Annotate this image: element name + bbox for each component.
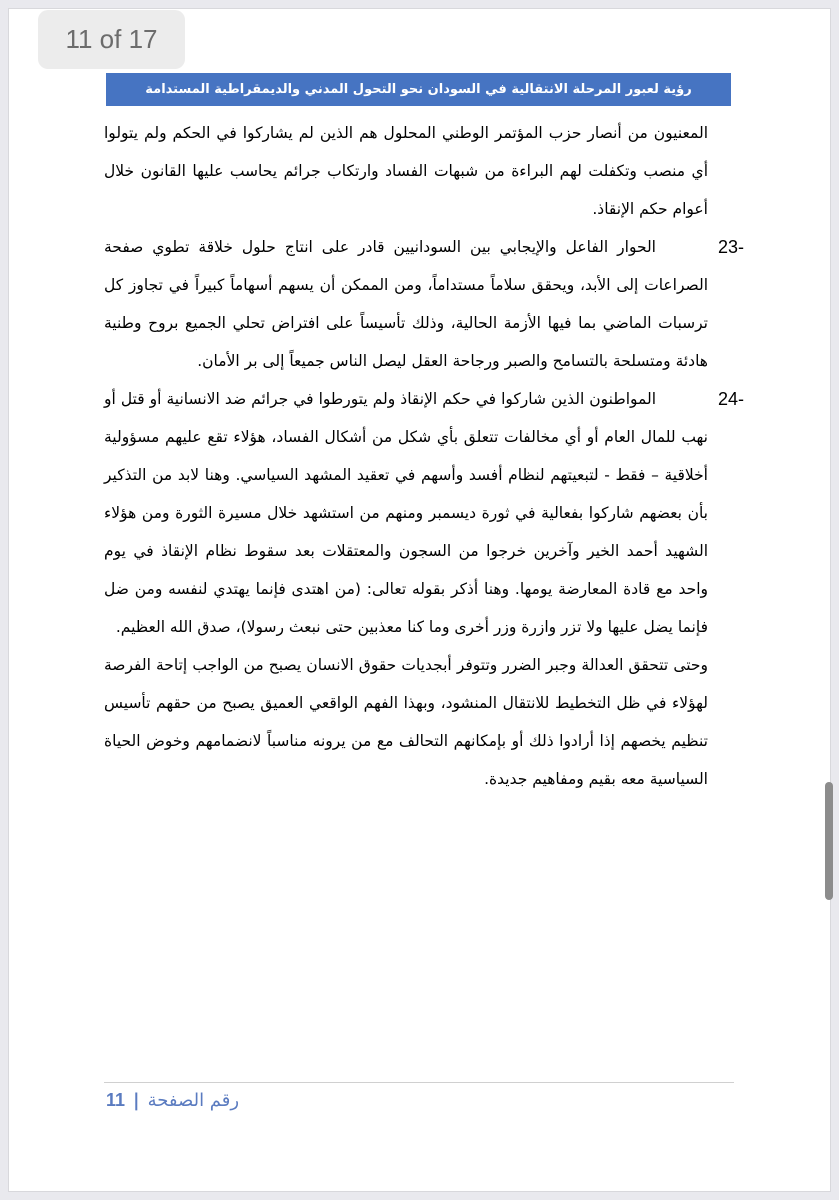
footer-separator: |	[133, 1089, 140, 1111]
list-item-text: المواطنون الذين شاركوا في حكم الإنقاذ ولم يتورطوا في جرائم ضد الانسانية أو قتل أو نهب للمال العام أو أي مخالفات تتعلق بأي شكل من أشكال الفساد، هؤلاء تقع عليهم مسؤولية أخلاقية – فقط - لتبعيتهم لنظام أفسد وأسهم في تعقيد المشهد السياسي. وهنا لابد من التذكير بأن بعضهم شاركوا بفعالية في ثورة ديسمبر ومنهم من استشهد خلال مسيرة الثورة ومن هؤلاء الشهيد أحمد الخير وآخرين خرجوا من السجون والمعتقلات بعد سقوط نظام الإنقاذ في يوم واحد مع قادة المعارضة يومها. وهنا أذكر بقوله تعالى: (من اهتدى فإنما يهتدي لنفسه ومن ضل فإنما يضل عليها ولا تزر وازرة وزر أخرى وما كنا معذبين حتى نبعث رسولا)، صدق الله العظيم.	[104, 390, 708, 636]
document-header-title: رؤية لعبور المرحلة الانتقالية في السودان نحو التحول المدني والديمقراطية المستدامة	[106, 73, 731, 106]
footer-page-number: 11	[106, 1089, 126, 1110]
intro-paragraph: المعنيون من أنصار حزب المؤتمر الوطني المحلول هم الذين لم يشاركوا في الحكم ولم يتولوا أي منصب وتكفلت لهم البراءة من شبهات الفساد وارتكاب جرائم يحاسب عليها القانون خلال أعوام حكم الإنقاذ.	[104, 124, 708, 218]
list-item-24	[104, 380, 744, 646]
footer-divider	[104, 1082, 734, 1083]
list-item-number: 23-	[717, 237, 744, 257]
list-item-number: 24-	[717, 389, 744, 409]
page-counter-badge: 11 of 17	[38, 10, 185, 69]
vertical-scrollbar-thumb[interactable]	[825, 782, 833, 900]
document-body	[104, 114, 744, 798]
page-footer	[106, 1086, 239, 1114]
closing-paragraph: وحتى تتحقق العدالة وجبر الضرر وتتوفر أبجديات حقوق الانسان يصبح من الواجب إتاحة الفرصة لهؤلاء في ظل التخطيط للانتقال المنشود، وبهذا الفهم الواقعي العميق يصبح من حقهم تأسيس تنظيم يخصهم إذا أرادوا ذلك أو بإمكانهم التحالف مع من يرونه مناسباً لانضمامهم وخوض الحياة السياسية معه بقيم ومفاهيم جديدة.	[104, 656, 708, 788]
footer-page-label: رقم الصفحة	[147, 1089, 240, 1111]
list-item-text: الحوار الفاعل والإيجابي بين السودانيين قادر على انتاج حلول خلاقة تطوي صفحة الصراعات إلى الأبد، ويحقق سلاماً مستداماً، ومن الممكن أن يسهم أسهاماً كبيراً في تجاوز كل ترسبات الماضي بما فيها الأزمة الحالية، وذلك تأسيساً على افتراض تحلي الجميع بروح وطنية هادئة ومتسلحة بالتسامح والصبر ورجاحة العقل ليصل الناس جميعاً إلى بر الأمان.	[104, 238, 708, 370]
list-item-23	[104, 228, 744, 380]
